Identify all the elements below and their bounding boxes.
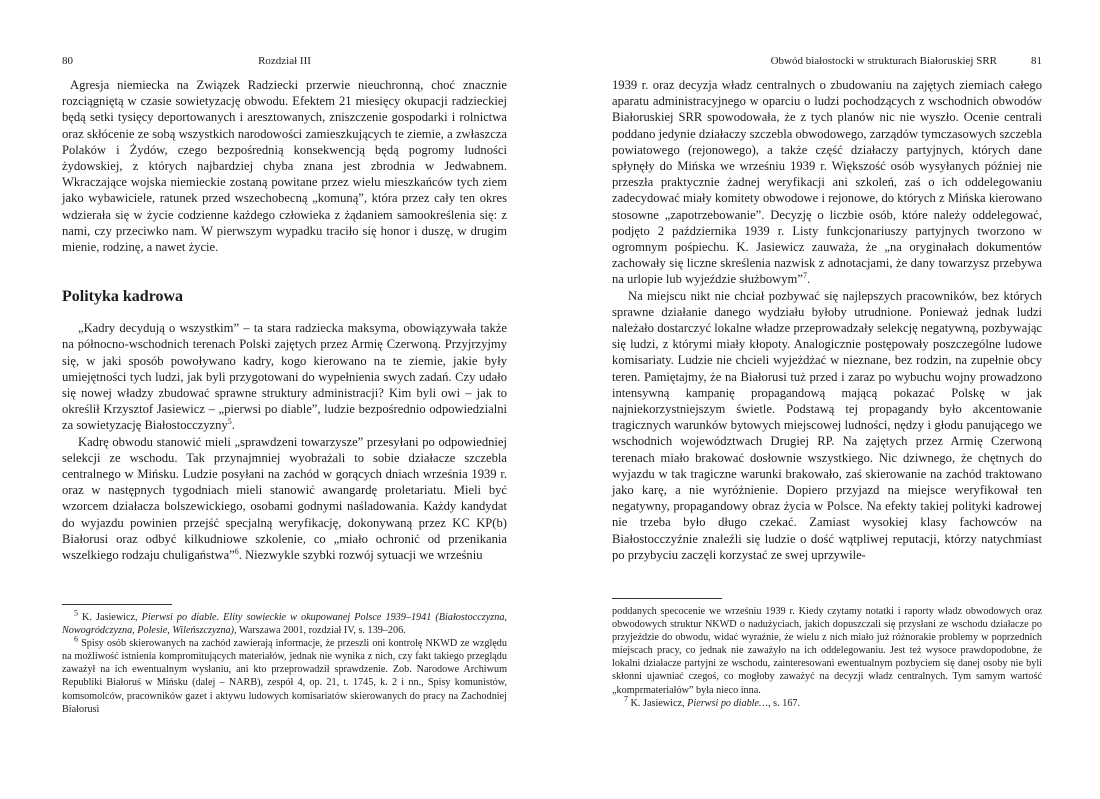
- footnote-5: [62, 608, 507, 637]
- page-number: 81: [1031, 55, 1042, 67]
- paragraph: [612, 77, 1042, 288]
- footnote-number: 5: [74, 608, 78, 618]
- footnote-text: , Warszawa 2001, rozdział IV, s. 139–206.: [234, 625, 406, 637]
- paragraph-text: Kadrę obwodu stanowić mieli „sprawdzeni towarzysze” przesyłani po odpowiedniej selekcji ze wschodu. Tak przynajmniej wyobrażali to sobie działacze szczebla centralnego w Mińsku. Ludzie posyłani na zachód w gorących dniach września 1939 r. oraz w następnych tygodniach mieli stanowić awangardę proletariatu. Mieli być wzorcem działacza bolszewickiego, osobami godnymi naśladowania. Każdy kandydat do wyjazdu powinien przejść specjalną weryfikację, dokonywaną przez KC KP(b) Białorusi oraz odbyć kilkudniowe szkolenie, co „miało ochronić od przenikania wszelkiego rodzaju chuligaństwa”: [62, 434, 507, 563]
- paragraph-text: 1939 r. oraz decyzja władz centralnych o zbudowaniu na zajętych ziemiach całego aparatu administracyjnego w oparciu o ludzi pochodzących z wschodnich obwodów Białoruskiej SRR spowodowała, że z tych planów nic nie wyszło. Ocenie centrali poddano jedynie działaczy szczebla obwodowego, zarządów tymczasowych szczebla powiatowego (rejonowego), a także część działaczy partyjnych, których dane spłynęły do Mińska we wrześniu 1939 r. Większość osób wysyłanych później nie przeszła praktycznie żadnej weryfikacji ani szkoleń, zaś o ich oddelegowaniu zadecydować miały komitety obwodowe i rejonowe, do których z Mińska kierowano stosowne „zapotrzebowanie”. Decyzję o liczbie osób, które należy oddelegować, podjęto 2 października 1939 r. Listy funkcjonariuszy partyjnych tworzono w ogromnym pośpiechu. K. Jasiewicz zauważa, że „na oryginałach dokumentów zachowały się liczne skreślenia nazwisk z adnotacjami, że dany towarzysz przebywa na urlopie lub wyjeździe służbowym”: [612, 78, 1042, 287]
- right-footnotes: [612, 598, 1042, 710]
- footnote-divider: [62, 604, 172, 605]
- paragraph-text-end: .: [231, 418, 235, 433]
- footnote-continuation: poddanych specocenie we wrześniu 1939 r. Kiedy czytamy notatki i raporty władz obwodowych oraz obwodowych struktur NKWD o nadużyciach, jakich dopuszczali się przysłani ze wschodu działacze po przyjeździe do obwodu, widać wyraźnie, że wielu z nich miało już różnorakie problemy w poprzednich miejscach pracy, co jednak nie zaważyło na ich oddelegowaniu. Jest też wysoce prawdopodobne, że lokalni działacze partyjni ze wschodu, zainteresowani ewentualnym pozbyciem się danej osoby nie byli skłonni ujawniać czegoś, co mogłoby zaważyć na decyzji władz centralnych. Tym samym wartość „komprmateriałów” była nieco inna.: [612, 606, 1042, 696]
- footnote-text: , s. 167.: [768, 697, 801, 709]
- paragraph-text-end: .: [806, 272, 811, 287]
- paragraph-text-end: . Niezwykle szybki rozwój sytuacji we wrześniu: [238, 548, 483, 563]
- paragraph-text: „Kadry decydują o wszystkim” – ta stara radziecka maksyma, obowiązywała także na północno-wschodnich terenach Polski zajętych przez Armię Czerwoną. Przyjrzyjmy się, w jaki sposób powoływano kadry, kogo kierowano na te ziemie, jakie były umiejętności tych ludzi, jak byli przygotowani do wypełnienia swych zadań. Czy udało się nowej władzy zbudować sprawne struktury administracji? Kim byli owi – jak to określił Krzysztof Jasiewicz – „pierwsi po diable”, ludzie bezpośrednio odpowiedzialni za sowietyzację Białostocczyzny: [62, 321, 507, 433]
- right-page: [612, 0, 1042, 799]
- page-number: 80: [62, 55, 73, 67]
- paragraph: [62, 434, 507, 564]
- footnote-ref[interactable]: 6: [234, 546, 239, 556]
- paragraph: [62, 320, 507, 433]
- paragraph: Agresja niemiecka na Związek Radziecki przerwie nieuchronną, choć znacznie rozciągniętą w czasie sowietyzację obwodu. Efektem 21 miesięcy okupacji radzieckiej będą setki tysięcy deportowanych i aresztowanych, zniszczenie gospodarki i rolnictwa oraz skłócenie ze sobą wszystkich narodowości zamieszkujących te ziemie, a zwłaszcza Polaków i Żydów, czego bezpośrednią konsekwencją będą pogromy ludności żydowskiej, z których najbardziej chyba znana jest zbrodnia w Jedwabnem. Wkraczające wojska niemieckie zostaną powitane przez wielu mieszkańców tych ziem jako wybawiciele, ratunek przed wszechobecną „komuną”, która przez cały ten okres wdzierała się w życie codzienne każdego człowieka z żądaniem samookreślenia się: z nami, czy przeciwko nam. W pierwszym wypadku traciło się honor i duszę, w drugim mienie, rodzinę, a nawet życie.: [62, 78, 507, 255]
- left-page: [62, 0, 507, 799]
- footnote-book-title: Pierwsi po diable…: [687, 697, 769, 709]
- right-running-head: [612, 54, 1042, 68]
- footnote-text: Spisy osób skierowanych na zachód zawierają informacje, że przeszli oni kontrolę NKWD ze względu na możliwość istnienia kompromitujących materiałów, jednak nie wynika z nich, czy fakt takiego przeglądu zaważył na ich ewentualnym wysłaniu, ani kto przeprowadził sprawdzenie. Zob. Narodowe Archiwum Republiki Białoruś w Mińsku (dalej – NARB), zespół 4, op. 21, t. 1745, k. 2 i nn., Spisy komunistów, komsomolców, pracowników gazet i aktywu ludowych komisariatów skierowanych do pracy na Zachodniej Białorusi: [62, 638, 507, 715]
- paragraph: Na miejscu nikt nie chciał pozbywać się najlepszych pracowników, bez których sprawne działanie danego wydziału byłoby utrudnione. Ponieważ jednak ludzi należało dostarczyć lokalne władze przeprowadzały selekcję negatywną, pozbywając się ludzi, z którymi miały kłopoty. Analogicznie postępowały poszczególne ludowe komisariaty. Ludzie nie chcieli wyjeżdżać w nieznane, bez rodzin, na zupełnie obcy teren. Pamiętajmy, że na Białorusi tuż przed i zaraz po wybuchu wojny prowadzono intensywną kampanię propagandową mającą pokazać Polskę w jak najniekorzystniejszym świetle. Podstawą tej propagandy było akcentowanie tragicznych warunków bytowych miejscowej ludności, nędzy i głodu panującego we wschodnich województwach Drugiej RP. Na zajętych przez Armię Czerwoną terenach miało brakować dosłownie wszystkiego. Nic dziwnego, że chętnych do wyjazdu w tak tragiczne warunki brakowało, zaś skierowanie na zachód traktowano jako karę, a nie wyróżnienie. Dopiero przyjazd na miejsce weryfikował ten negatywny, propagandowy obraz życia w Polsce. Na efekty takiej polityki kadrowej nie trzeba było długo czekać. Zamiast wysokiej klasy fachowców na Białostocczyźnie znaleźli się ludzie o dość wątpliwej reputacji, którzy natychmiast po przybyciu zaczęli korzystać ze swej uprzywile-: [612, 288, 1042, 562]
- footnote-divider: [612, 598, 722, 599]
- left-body-text: [62, 77, 507, 563]
- footnote-7: [612, 694, 1042, 710]
- footnote-text: K. Jasiewicz,: [628, 697, 688, 709]
- footnote-number: 6: [74, 634, 78, 644]
- footnote-ref[interactable]: 5: [227, 417, 232, 427]
- footnote-number: 7: [624, 694, 628, 704]
- footnote-ref[interactable]: 7: [802, 271, 807, 281]
- left-running-head: [62, 54, 507, 68]
- running-title: Rozdział III: [258, 55, 311, 67]
- footnote-book-title: Pierwsi po diable. Elity sowieckie w okupowanej Polsce 1939–1941 (Białostocczyzna, Nowogródczyzna, Polesie, Wileńszczyzna): [62, 612, 507, 637]
- left-footnotes: [62, 604, 507, 716]
- footnote-text: K. Jasiewicz,: [78, 612, 142, 623]
- right-body-text: [612, 77, 1042, 563]
- running-title: Obwód białostocki w strukturach Białoruskiej SRR: [770, 55, 997, 67]
- section-heading: Polityka kadrowa: [62, 288, 184, 306]
- footnote-6: [62, 634, 507, 716]
